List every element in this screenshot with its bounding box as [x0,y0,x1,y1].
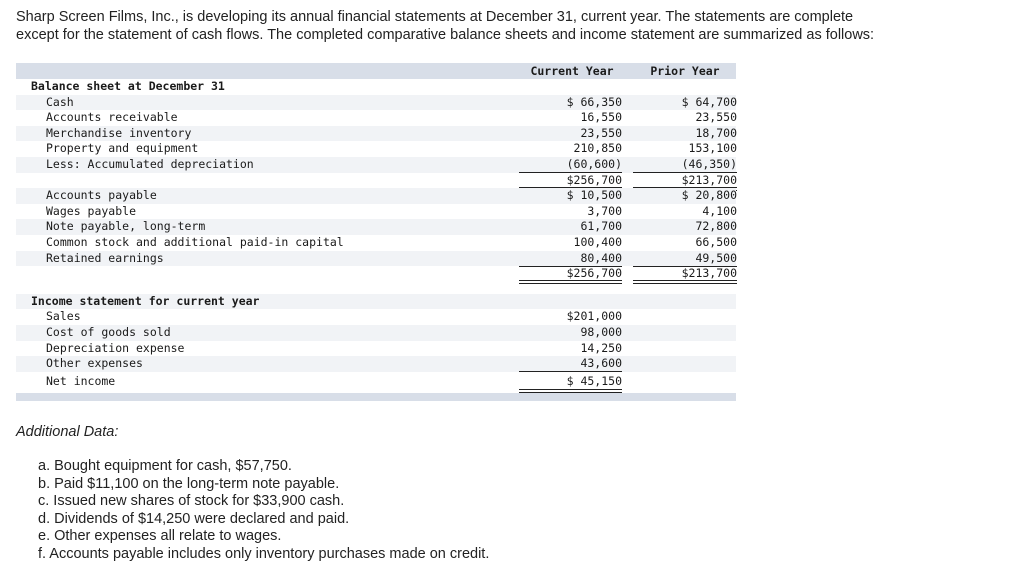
row-label: Other expenses [46,356,143,371]
prior-value: 18,700 [695,125,737,140]
total-liabilities-row [16,266,736,282]
balance-sheet-heading-row [16,79,736,95]
table-row [16,110,736,126]
table-footer-bar [16,393,736,401]
row-label: Accounts payable [46,188,157,203]
table-row [16,188,736,204]
row-label: Retained earnings [46,250,164,265]
intro-line-2: except for the statement of cash flows. The completed comparative balance sheets and income statement are summarized as follows: [16,27,875,43]
table-row [16,141,736,157]
list-item: a. Bought equipment for cash, $57,750. [38,458,292,474]
current-value: 210,850 [573,141,622,156]
row-label: Merchandise inventory [46,125,192,140]
income-statement-heading-row [16,294,736,310]
additional-data-list [38,458,489,564]
total-liabilities-current: $256,700 [566,266,622,281]
income-statement-heading: Income statement for current year [31,293,260,308]
prior-value: (46,350) [681,156,737,171]
row-label: Cash [46,94,74,109]
table-header [16,63,736,79]
table-row [16,204,736,220]
current-value: 61,700 [580,219,622,234]
double-underline [633,280,737,284]
current-value: 14,250 [580,340,622,355]
row-label: Property and equipment [46,141,199,156]
total-liabilities-prior: $213,700 [681,266,737,281]
net-income-row [16,372,736,390]
current-value: 98,000 [580,324,622,339]
row-label: Note payable, long-term [46,219,206,234]
list-item: c. Issued new shares of stock for $33,900 cash. [38,493,345,510]
list-item: b. Paid $11,100 on the long-term note payable. [38,475,340,492]
col-prior-year: Prior Year [650,64,720,78]
current-value: $201,000 [566,309,622,324]
prior-value: 4,100 [702,203,737,218]
section-spacer [16,282,736,294]
prior-value: 72,800 [695,219,737,234]
table-row [16,325,736,341]
table-row [16,219,736,235]
row-label: Less: Accumulated depreciation [46,156,254,171]
col-current-year: Current Year [530,64,614,78]
table-row [16,235,736,251]
prior-value: $ 20,800 [681,188,737,203]
prior-value: 66,500 [695,234,737,249]
problem-intro [16,8,1006,44]
balance-sheet-heading: Balance sheet at December 31 [31,79,225,93]
current-value: 23,550 [580,125,622,140]
table-row [16,356,736,372]
row-label: Accounts receivable [46,110,178,125]
current-value: 16,550 [580,110,622,125]
table-row [16,341,736,357]
current-value: 100,400 [573,234,622,249]
intro-line-1: Sharp Screen Films, Inc., is developing its annual financial statements at December 31, current year. The statements are complete [16,9,854,25]
net-income-label: Net income [46,373,116,388]
total-assets-row [16,173,736,189]
table-row [16,251,736,267]
additional-data-heading: Additional Data: [16,424,119,440]
row-label: Depreciation expense [46,340,185,355]
prior-value: 153,100 [688,141,737,156]
double-underline [519,280,622,284]
row-label: Sales [46,309,81,324]
table-row [16,126,736,142]
current-value: 80,400 [580,250,622,265]
row-label: Cost of goods sold [46,324,171,339]
row-label: Common stock and additional paid-in capital [46,234,344,249]
current-value: 3,700 [587,203,622,218]
list-item: d. Dividends of $14,250 were declared and paid. [38,510,350,527]
current-value: $ 66,350 [566,94,622,109]
financial-statements-table [16,63,736,390]
prior-value: 49,500 [695,250,737,265]
table-row [16,95,736,111]
net-income-value: $ 45,150 [566,373,622,388]
table-row [16,157,736,173]
prior-value: $ 64,700 [681,94,737,109]
prior-value: 23,550 [695,110,737,125]
current-value: $ 10,500 [566,188,622,203]
current-value: (60,600) [566,156,622,171]
total-assets-prior: $213,700 [681,172,737,187]
table-row [16,309,736,325]
row-label: Wages payable [46,203,137,218]
list-item: e. Other expenses all relate to wages. [38,528,282,545]
current-value: 43,600 [580,356,622,371]
list-item: f. Accounts payable includes only inventory purchases made on credit. [38,545,490,562]
total-assets-current: $256,700 [566,172,622,187]
